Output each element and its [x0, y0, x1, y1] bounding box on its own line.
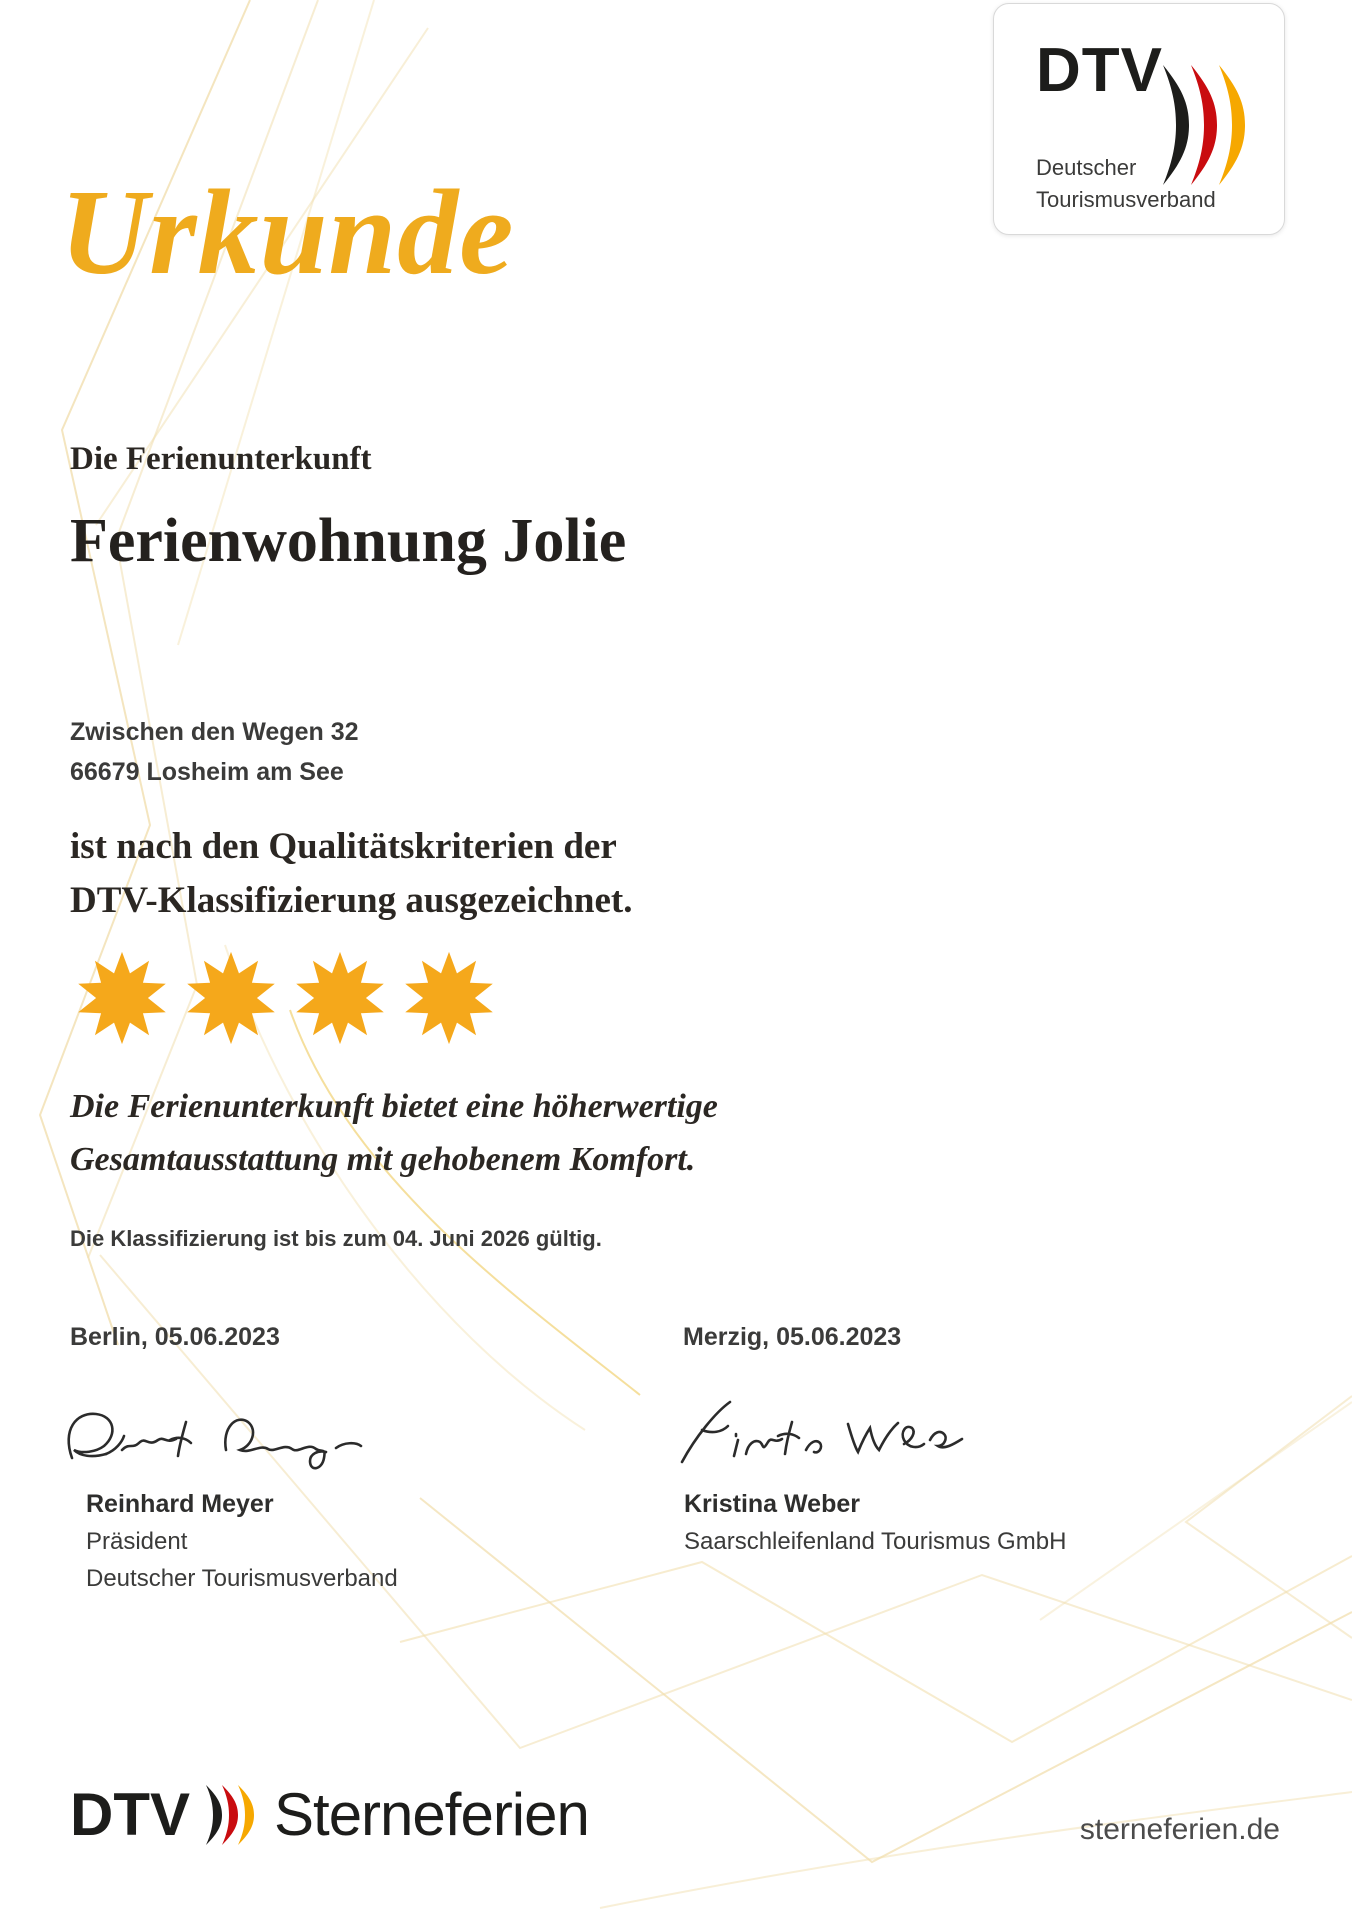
- validity-note: Die Klassifizierung ist bis zum 04. Juni 2026 gültig.: [70, 1226, 602, 1251]
- dtv-logo-org-line1: Deutscher: [1036, 155, 1137, 180]
- description-line1: Die Ferienunterkunft bietet eine höherwertige: [70, 1088, 718, 1125]
- sterneferien-chevrons-icon: [204, 1784, 262, 1846]
- dtv-logo-org: [1036, 152, 1216, 216]
- dtv-logo-box: [993, 3, 1285, 235]
- signatory-right-name: Kristina Weber: [684, 1490, 860, 1518]
- website-url: sterneferien.de: [1079, 1813, 1280, 1846]
- address-line2: 66679 Losheim am See: [70, 758, 344, 786]
- footer-wordmark: Sterneferien: [274, 1781, 589, 1848]
- dtv-logo-text: DTV: [1036, 36, 1163, 105]
- property-address: [70, 712, 359, 792]
- star-rating: [74, 950, 497, 1046]
- signatory-left: [86, 1486, 398, 1597]
- award-statement: [70, 820, 632, 928]
- signatory-right-org: Saarschleifenland Tourismus GmbH: [684, 1528, 1067, 1555]
- signatory-left-org: Deutscher Tourismusverband: [86, 1565, 398, 1592]
- signature-reinhard-meyer: [58, 1402, 368, 1487]
- signature-kristina-weber: [672, 1398, 972, 1476]
- signatory-right: [684, 1486, 1066, 1560]
- footer-brand-text: DTV: [70, 1781, 190, 1848]
- star-icon: [183, 950, 279, 1046]
- place-date-right: Merzig, 05.06.2023: [683, 1323, 902, 1351]
- signatory-left-name: Reinhard Meyer: [86, 1490, 274, 1518]
- award-statement-line1: ist nach den Qualitätskriterien der: [70, 826, 617, 867]
- property-name: Ferienwohnung Jolie: [70, 507, 627, 575]
- dtv-sterneferien-logo: [70, 1781, 589, 1848]
- description-line2: Gesamtausstattung mit gehobenem Komfort.: [70, 1141, 696, 1178]
- classification-description: [70, 1080, 718, 1186]
- star-icon: [401, 950, 497, 1046]
- signatory-left-role: Präsident: [86, 1528, 188, 1555]
- award-statement-line2: DTV-Klassifizierung ausgezeichnet.: [70, 880, 633, 921]
- dtv-logo-org-line2: Tourismusverband: [1036, 187, 1216, 212]
- place-date-left: Berlin, 05.06.2023: [70, 1323, 280, 1351]
- star-icon: [74, 950, 170, 1046]
- address-line1: Zwischen den Wegen 32: [70, 718, 359, 746]
- certificate-title: Urkunde: [60, 165, 515, 300]
- intro-line: Die Ferienunterkunft: [70, 441, 372, 477]
- star-icon: [292, 950, 388, 1046]
